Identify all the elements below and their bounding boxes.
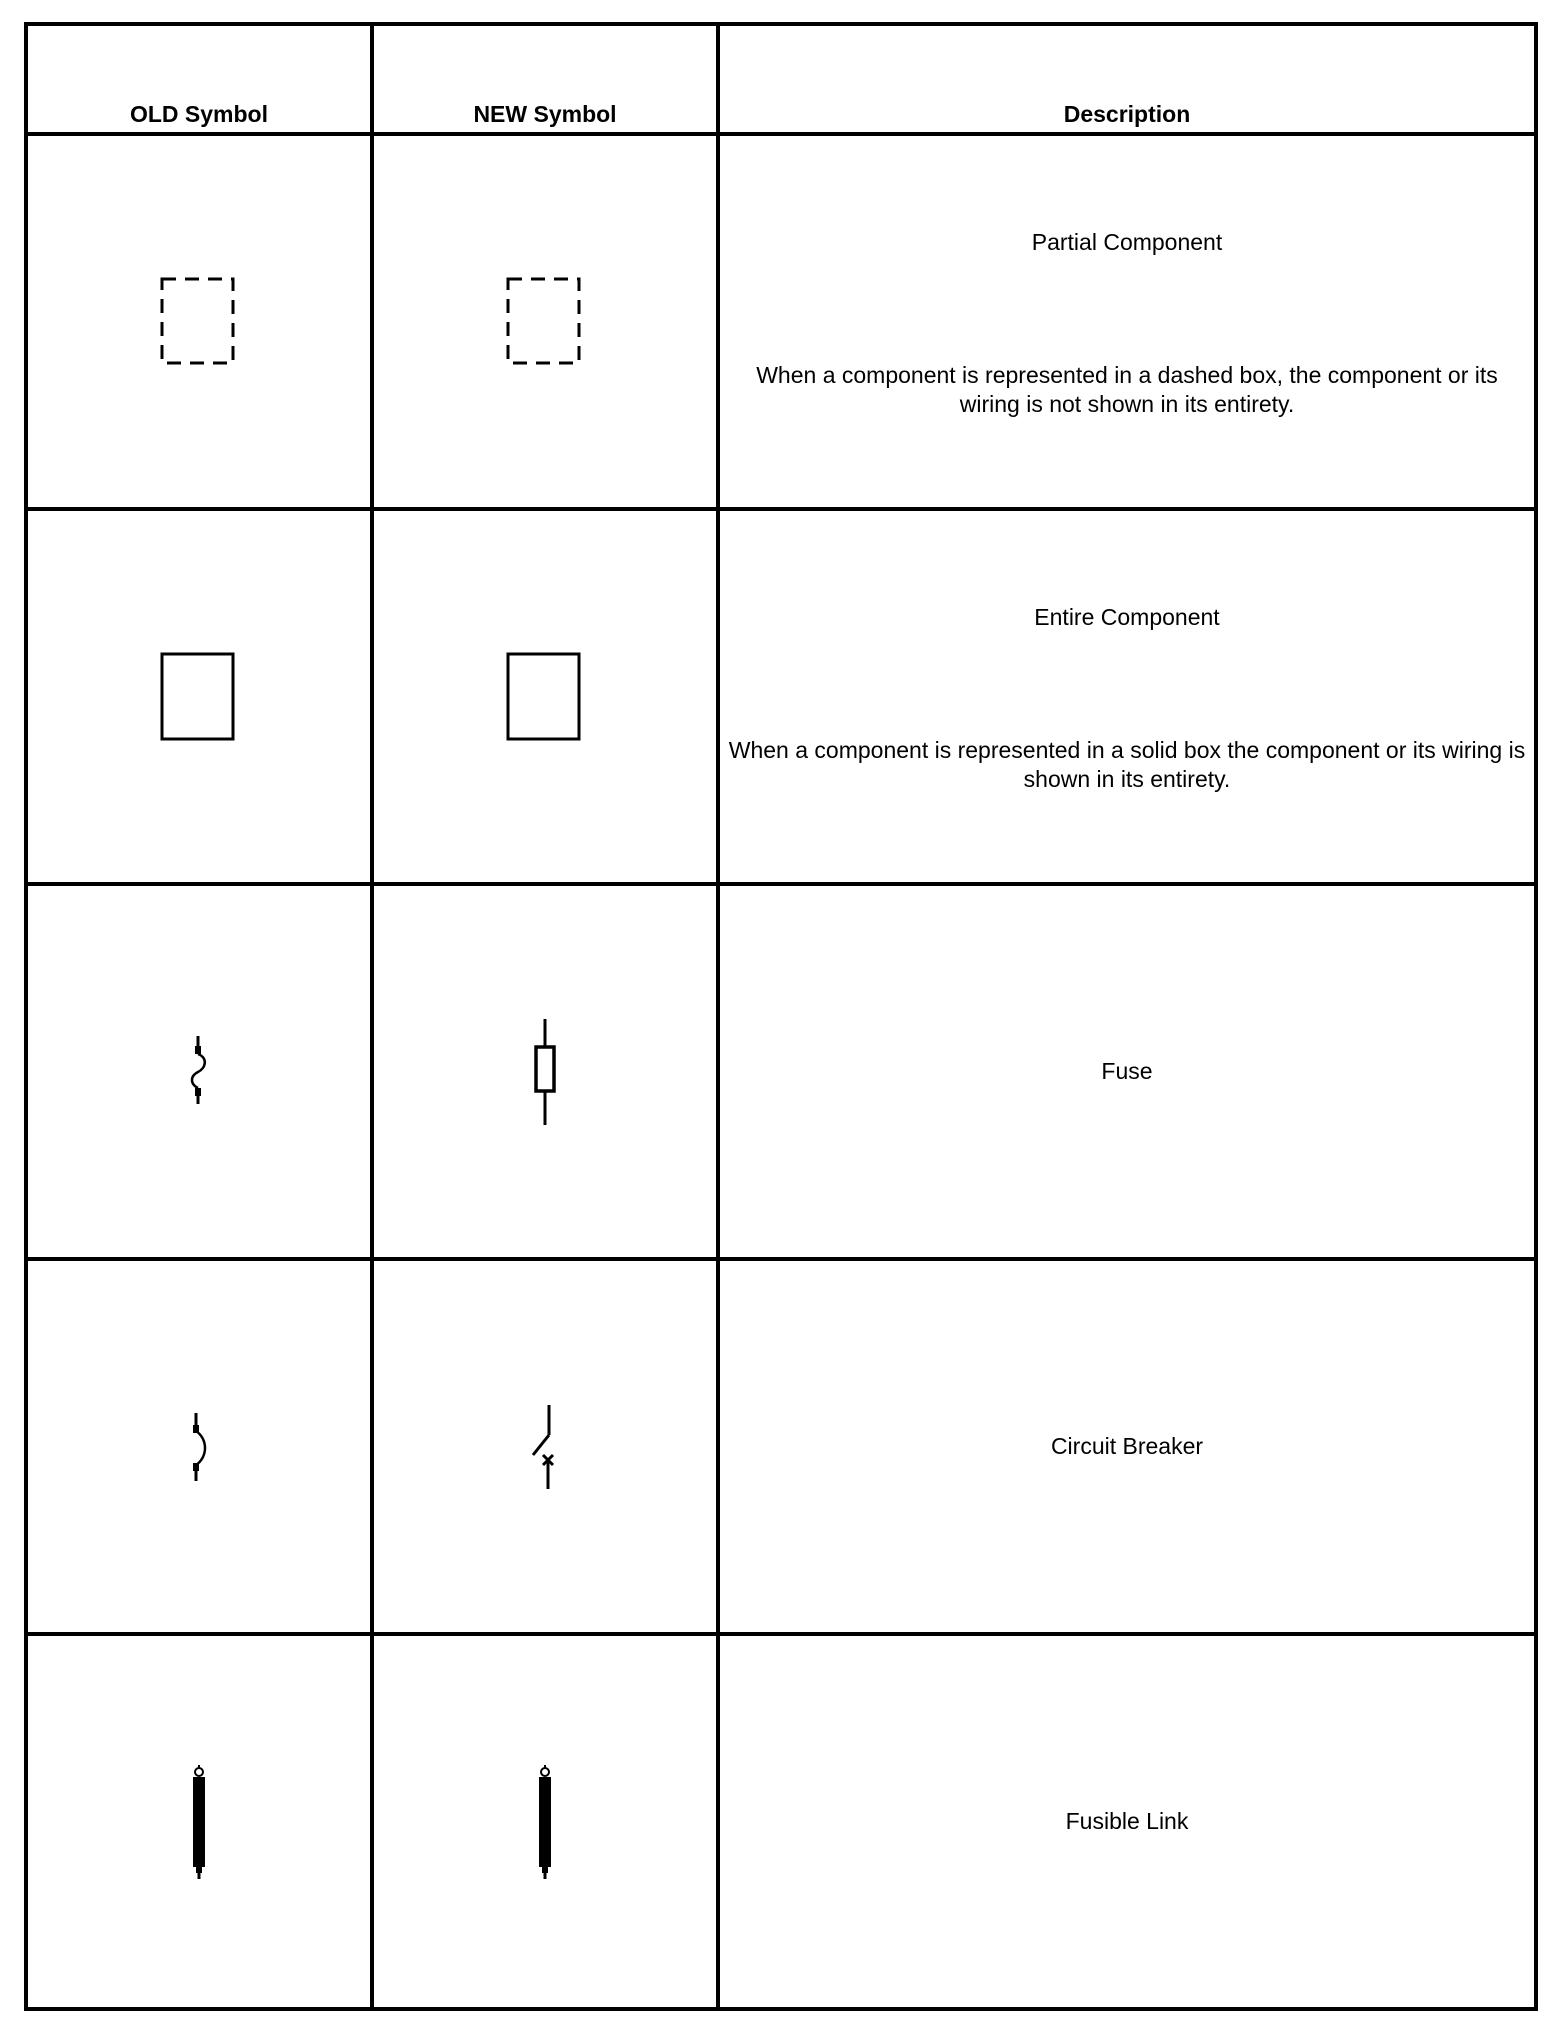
new-symbol-cell (372, 884, 718, 1259)
new-symbol-header: NEW Symbol (372, 24, 718, 134)
dashed-box-icon (505, 276, 585, 368)
description-cell (718, 1259, 1536, 1634)
new-symbol-cell (372, 134, 718, 509)
description-title: Fuse (1101, 1058, 1153, 1084)
fusible-link-new-icon (530, 1763, 560, 1881)
table-row (26, 134, 1536, 509)
fusible-link-old-icon (184, 1763, 214, 1881)
fuse-new-icon (530, 1017, 560, 1127)
old-symbol-cell (26, 134, 372, 509)
dashed-box-icon (159, 276, 239, 368)
description-cell (718, 134, 1536, 509)
circuit-breaker-old-icon (184, 1409, 214, 1485)
solid-box-icon (159, 651, 239, 743)
new-symbol-cell (372, 1634, 718, 2009)
circuit-breaker-new-icon (525, 1401, 565, 1493)
table-row (26, 1634, 1536, 2009)
description-header: Description (718, 24, 1536, 134)
fuse-old-icon (184, 1032, 214, 1112)
old-symbol-cell (26, 509, 372, 884)
table-row (26, 884, 1536, 1259)
description-body: When a component is represented in a dashed box, the component or its wiring is not shown in its entirety. (756, 362, 1498, 417)
new-symbol-cell (372, 509, 718, 884)
description-title: Entire Component (1034, 604, 1220, 630)
description-cell (718, 1634, 1536, 2009)
new-symbol-cell (372, 1259, 718, 1634)
solid-box-icon (505, 651, 585, 743)
table-row (26, 1259, 1536, 1634)
table-row (26, 509, 1536, 884)
description-title: Circuit Breaker (1050, 1433, 1204, 1459)
old-symbol-header: OLD Symbol (26, 24, 372, 134)
description-cell (718, 884, 1536, 1259)
description-body: When a component is represented in a solid box the component or its wiring is shown in its entirety. (728, 737, 1526, 792)
description-title: Partial Component (1031, 229, 1223, 255)
old-symbol-cell (26, 1634, 372, 2009)
symbol-legend-table (24, 22, 1538, 2011)
description-title: Fusible Link (1065, 1808, 1189, 1834)
header-row (26, 24, 1536, 134)
old-symbol-cell (26, 1259, 372, 1634)
old-symbol-cell (26, 884, 372, 1259)
description-cell (718, 509, 1536, 884)
